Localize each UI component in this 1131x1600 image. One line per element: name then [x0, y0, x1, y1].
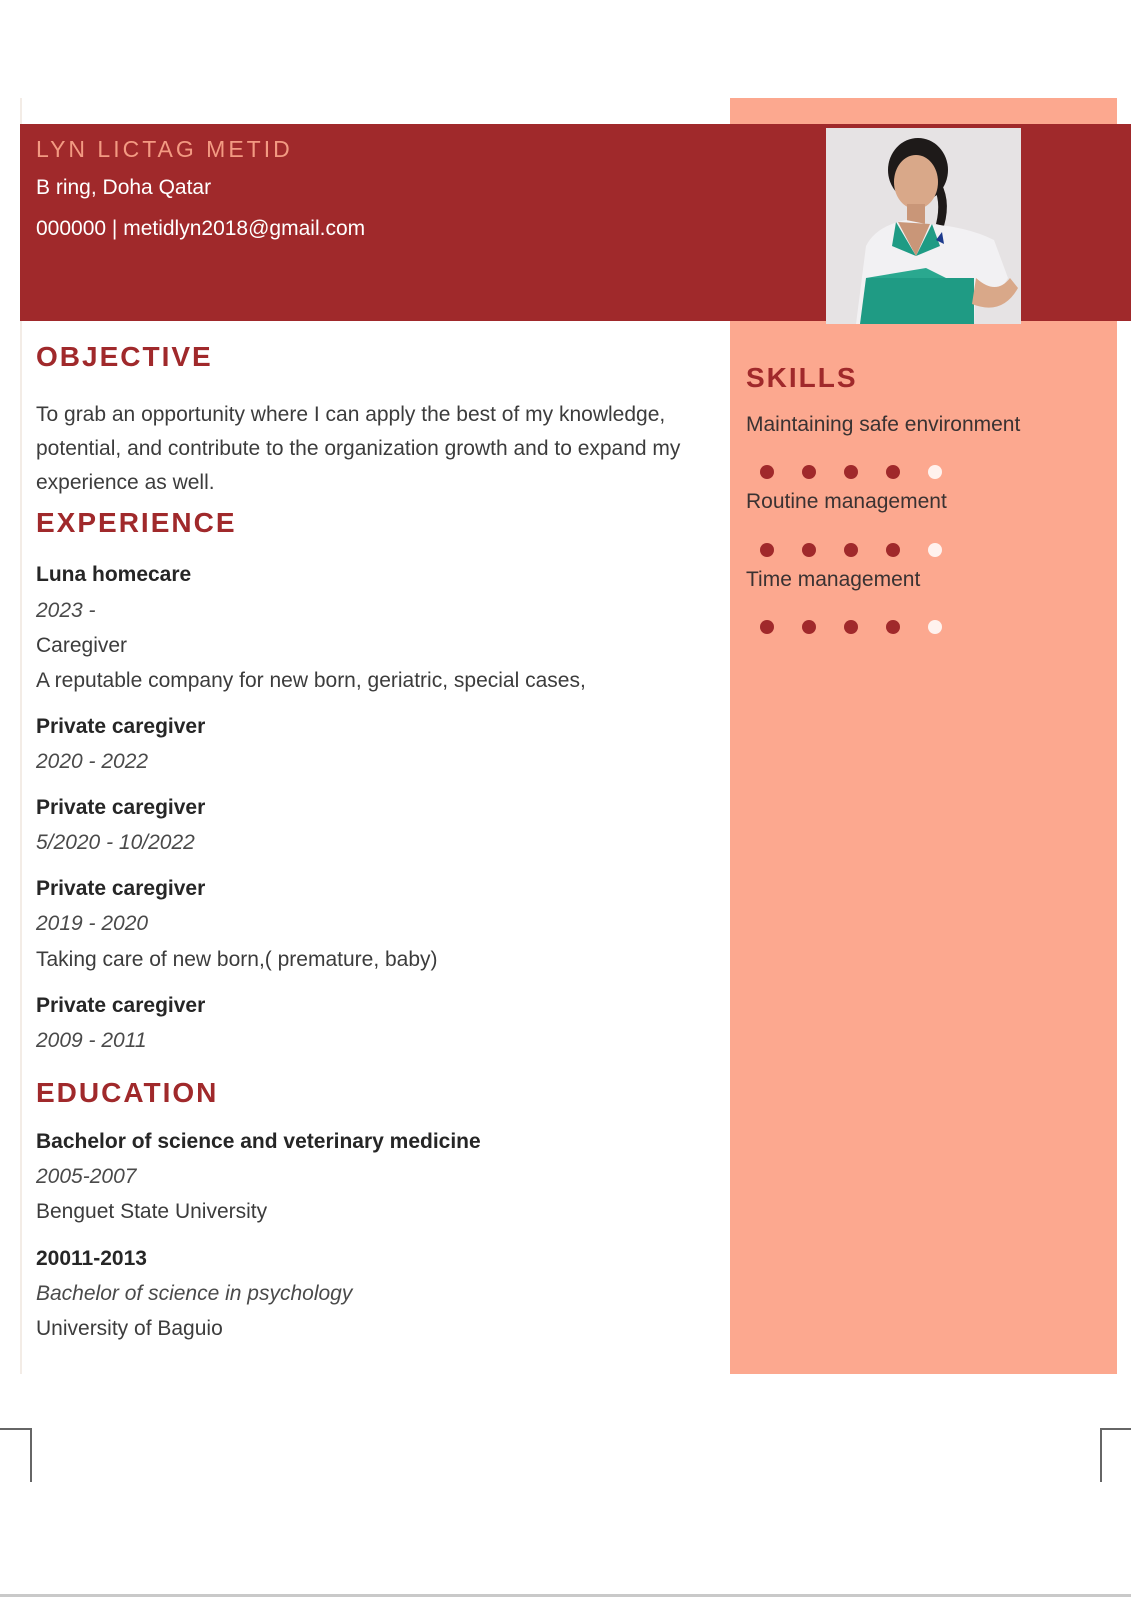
job-role: Caregiver — [36, 634, 128, 657]
degree-dates: 2005-2007 — [36, 1165, 137, 1188]
rating-dot-filled — [844, 465, 858, 479]
rating-dot-filled — [844, 620, 858, 634]
rating-dot-filled — [844, 543, 858, 557]
degree-dates: Bachelor of science in psychology — [36, 1282, 353, 1305]
job-dates: 2009 - 2011 — [36, 1029, 147, 1052]
page-bottom-divider — [0, 1594, 1131, 1597]
job-description: Taking care of new born,( premature, baby) — [36, 948, 438, 971]
person-avatar-icon — [826, 128, 1021, 324]
address-text: B ring, Doha Qatar — [36, 176, 212, 199]
job-dates: 2019 - 2020 — [36, 912, 149, 935]
rating-dot-filled — [760, 465, 774, 479]
skill-name: Routine management — [746, 490, 947, 513]
rating-dot-empty — [928, 465, 942, 479]
job-title: Private caregiver — [36, 994, 206, 1017]
degree-title: Bachelor of science and veterinary medicine — [36, 1130, 481, 1153]
rating-dot-filled — [802, 620, 816, 634]
job-title: Private caregiver — [36, 715, 206, 738]
rating-dot-filled — [886, 543, 900, 557]
job-dates: 2020 - 2022 — [36, 750, 149, 773]
crop-mark-right — [1100, 1428, 1131, 1482]
rating-dot-empty — [928, 543, 942, 557]
candidate-name: LYN LICTAG METID — [36, 136, 293, 162]
job-dates: 5/2020 - 10/2022 — [36, 831, 195, 854]
rating-dot-filled — [886, 465, 900, 479]
objective-text: To grab an opportunity where I can apply the best of my knowledge, potential, and contribute to the organization growth and to expand my experience as well. — [36, 403, 681, 494]
job-title: Private caregiver — [36, 796, 206, 819]
education-heading: EDUCATION — [36, 1077, 219, 1108]
skill-rating — [760, 620, 970, 634]
rating-dot-filled — [760, 620, 774, 634]
job-dates: 2023 - — [36, 599, 96, 622]
school-name: University of Baguio — [36, 1317, 223, 1340]
job-title: Private caregiver — [36, 877, 206, 900]
skill-rating — [760, 543, 970, 557]
degree-title: 20011-2013 — [36, 1247, 147, 1270]
skill-name: Time management — [746, 568, 921, 591]
crop-mark-left — [0, 1428, 32, 1482]
skill-rating — [760, 465, 970, 479]
objective-heading: OBJECTIVE — [36, 341, 213, 372]
school-name: Benguet State University — [36, 1200, 268, 1223]
job-description: A reputable company for new born, geriatric, special cases, — [36, 669, 586, 692]
rating-dot-filled — [802, 465, 816, 479]
contact-text: 000000 | metidlyn2018@gmail.com — [36, 217, 366, 240]
rating-dot-filled — [760, 543, 774, 557]
rating-dot-filled — [886, 620, 900, 634]
profile-photo — [826, 128, 1021, 324]
skill-name: Maintaining safe environment — [746, 413, 1021, 436]
rating-dot-filled — [802, 543, 816, 557]
experience-heading: EXPERIENCE — [36, 507, 237, 538]
rating-dot-empty — [928, 620, 942, 634]
skills-heading: SKILLS — [746, 362, 858, 393]
job-title: Luna homecare — [36, 563, 192, 586]
